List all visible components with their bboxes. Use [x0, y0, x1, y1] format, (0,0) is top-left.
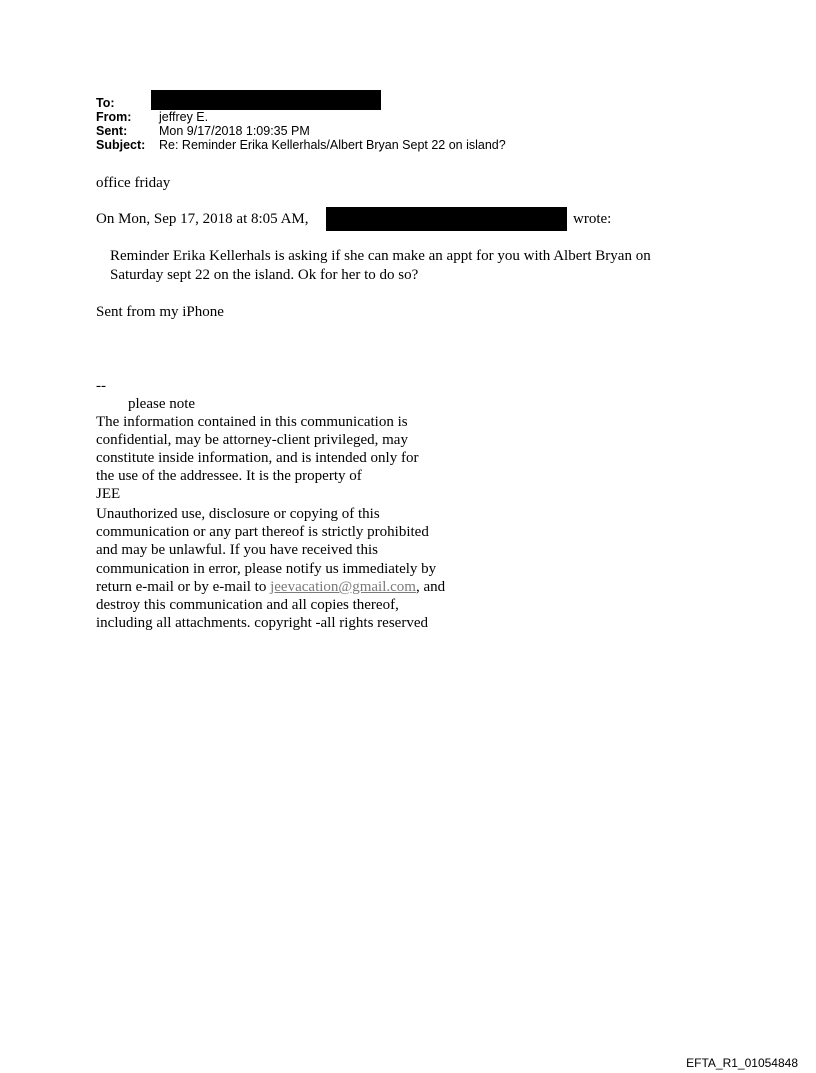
from-label: From: [96, 110, 132, 124]
subject-value: Re: Reminder Erika Kellerhals/Albert Bryan Sept 22 on island? [159, 138, 506, 152]
disclaimer-line: communication or any part thereof is strictly prohibited [96, 524, 429, 540]
disclaimer-email-line [96, 578, 445, 596]
quoted-line-2: Saturday sept 22 on the island. Ok for her to do so? [110, 267, 419, 283]
disclaimer-line: constitute inside information, and is intended only for [96, 450, 419, 466]
quote-intro-prefix: On Mon, Sep 17, 2018 at 8:05 AM, [96, 211, 309, 227]
disclaimer-line: The information contained in this communication is [96, 414, 408, 430]
email-line-prefix: return e-mail or by e-mail to [96, 579, 271, 595]
from-value: jeffrey E. [159, 110, 209, 124]
disclaimer-line: the use of the addressee. It is the property of [96, 468, 362, 484]
sent-value: Mon 9/17/2018 1:09:35 PM [159, 124, 310, 138]
signature-separator: -- [96, 378, 106, 394]
email-line-suffix: , and [415, 579, 446, 595]
disclaimer-line: JEE [96, 486, 121, 502]
disclaimer-line: confidential, may be attorney-client privileged, may [96, 432, 408, 448]
email-link[interactable]: jeevacation@gmail.com [270, 579, 416, 595]
disclaimer-line: communication in error, please notify us immediately by [96, 561, 437, 577]
to-label: To: [96, 96, 115, 110]
disclaimer-line: destroy this communication and all copies thereof, [96, 597, 399, 613]
quote-intro-suffix: wrote: [573, 211, 612, 227]
sent-from-text: Sent from my iPhone [96, 304, 224, 320]
reply-text: office friday [96, 175, 171, 191]
recipient-redaction [151, 90, 381, 110]
document-id: EFTA_R1_01054848 [686, 1056, 798, 1070]
subject-label: Subject: [96, 138, 146, 152]
disclaimer-line: Unauthorized use, disclosure or copying of this [96, 506, 380, 522]
signature-note: please note [128, 396, 196, 412]
disclaimer-line: including all attachments. copyright -all rights reserved [96, 615, 428, 631]
quoted-line-1: Reminder Erika Kellerhals is asking if she can make an appt for you with Albert Bryan on [110, 248, 651, 264]
disclaimer-line: and may be unlawful. If you have received this [96, 542, 378, 558]
sent-label: Sent: [96, 124, 128, 138]
sender-redaction [326, 207, 567, 231]
